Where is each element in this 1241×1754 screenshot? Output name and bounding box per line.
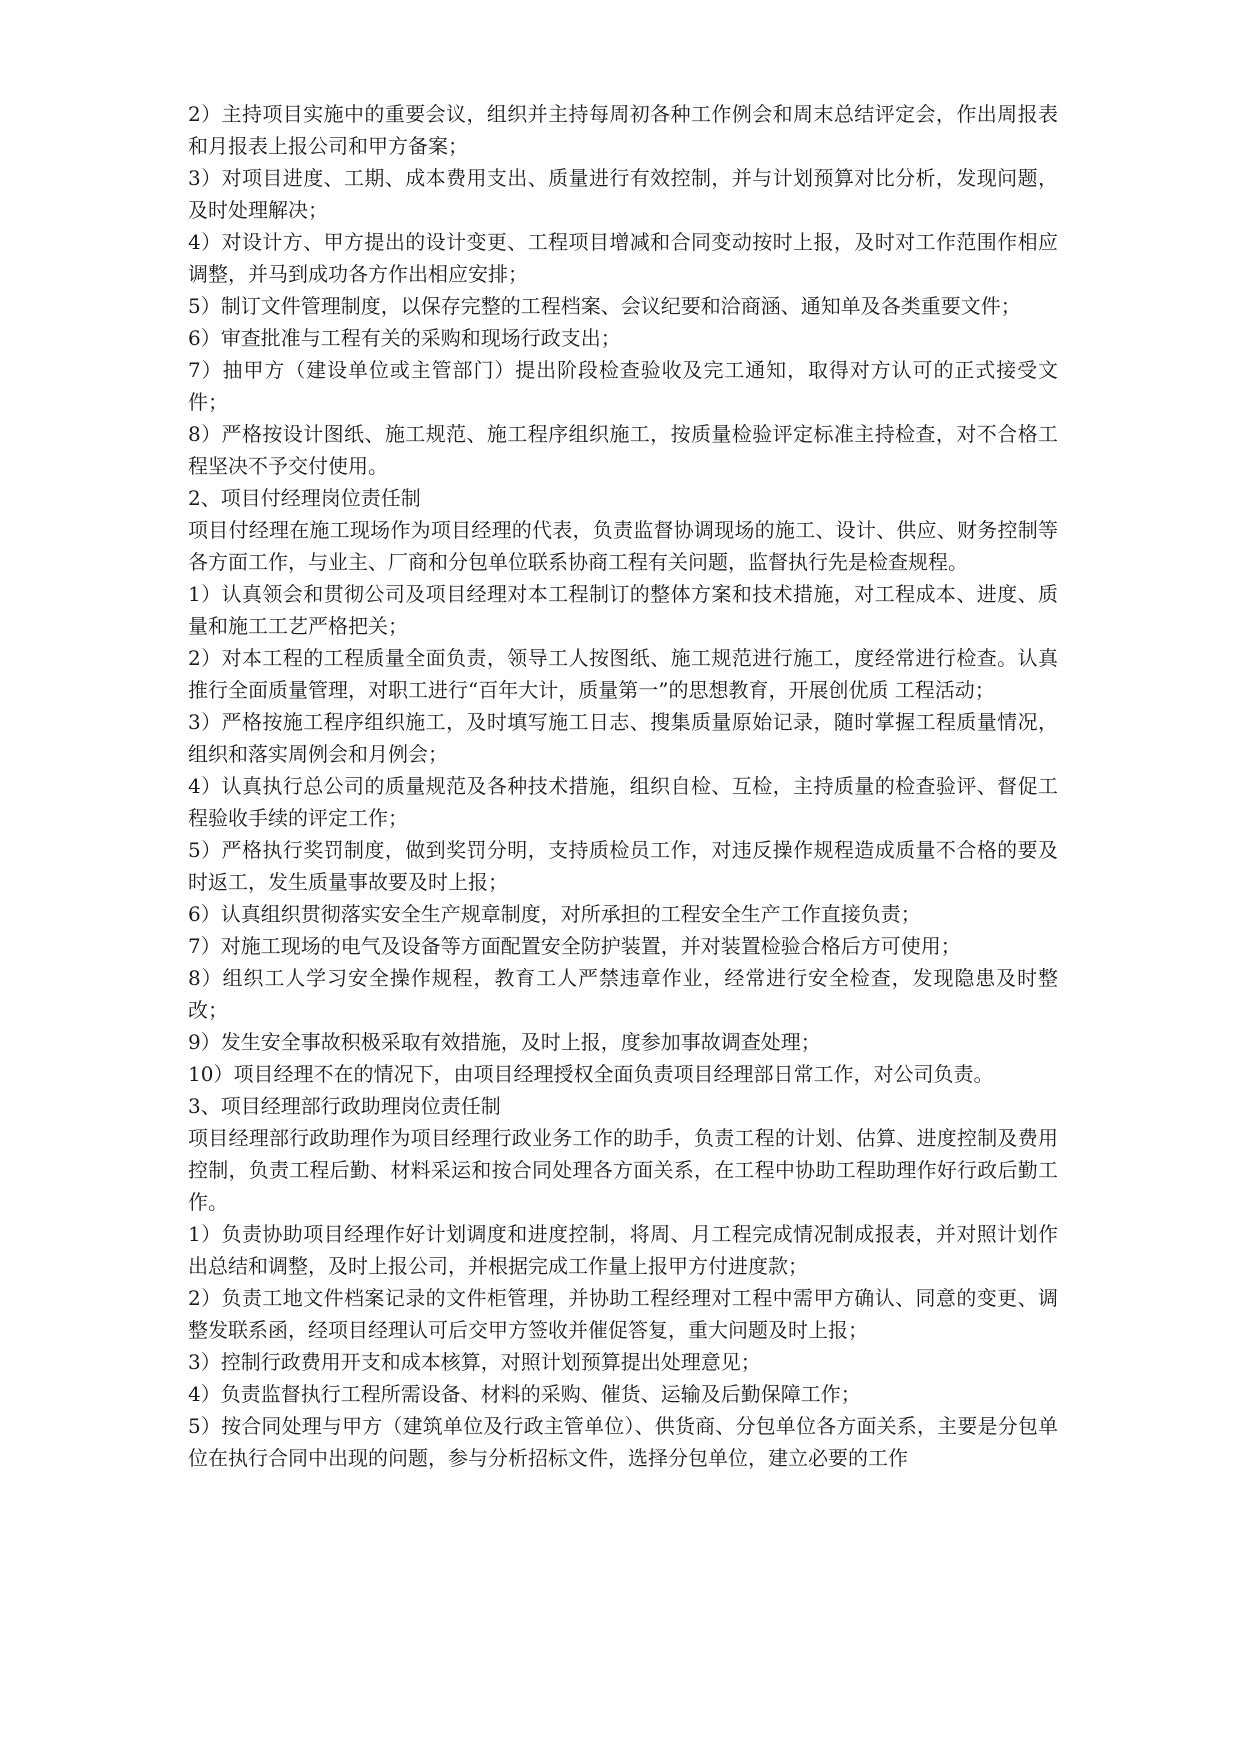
duty-item-5: 5）制订文件管理制度，以保存完整的工程档案、会议纪要和洽商涵、通知单及各类重要文件； <box>188 294 1021 318</box>
deputy-duty-item-7: 7）对施工现场的电气及设备等方面配置安全防护装置，并对装置检验合格后方可使用； <box>188 934 961 958</box>
section-intro-deputy-manager: 项目付经理在施工现场作为项目经理的代表，负责监督协调现场的施工、设计、供应、财务控制等各方面工作，与业主、厂商和分包单位联系协商工程有关问题，监督执行先是检查规程。 <box>188 518 1058 574</box>
deputy-duty-item-2: 2）对本工程的工程质量全面负责，领导工人按图纸、施工规范进行施工，度经常进行检查。认真推行全面质量管理，对职工进行“百年大计，质量第一”的思想教育，开展创优质 工程活动； <box>188 646 1058 702</box>
section-intro-admin-assistant: 项目经理部行政助理作为项目经理行政业务工作的助手，负责工程的计划、估算、进度控制及费用控制，负责工程后勤、材料采运和按合同处理各方面关系，在工程中协助工程助理作好行政后勤工作。 <box>188 1126 1058 1214</box>
deputy-duty-item-8: 8）组织工人学习安全操作规程，教育工人严禁违章作业，经常进行安全检查，发现隐患及时整改； <box>188 966 1058 1022</box>
duty-item-4: 4）对设计方、甲方提出的设计变更、工程项目增减和合同变动按时上报，及时对工作范围作相应调整，并马到成功各方作出相应安排； <box>188 230 1058 286</box>
document-body <box>188 98 1058 1474</box>
deputy-duty-item-9: 9）发生安全事故积极采取有效措施，及时上报，度参加事故调查处理； <box>188 1030 821 1054</box>
deputy-duty-item-3: 3）严格按施工程序组织施工，及时填写施工日志、搜集质量原始记录，随时掌握工程质量情况，组织和落实周例会和月例会； <box>188 710 1058 766</box>
admin-duty-item-2: 2）负责工地文件档案记录的文件柜管理，并协助工程经理对工程中需甲方确认、同意的变更、调整发联系函，经项目经理认可后交甲方签收并催促答复，重大问题及时上报； <box>188 1286 1058 1342</box>
admin-duty-item-5: 5）按合同处理与甲方（建筑单位及行政主管单位）、供货商、分包单位各方面关系，主要是分包单位在执行合同中出现的问题，参与分析招标文件，选择分包单位，建立必要的工作 <box>188 1414 1058 1470</box>
duty-item-6: 6）审查批准与工程有关的采购和现场行政支出； <box>188 326 621 350</box>
duty-item-8: 8）严格按设计图纸、施工规范、施工程序组织施工，按质量检验评定标准主持检查，对不合格工程坚决不予交付使用。 <box>188 422 1058 478</box>
section-heading-admin-assistant: 3、项目经理部行政助理岗位责任制 <box>188 1094 501 1118</box>
section-heading-deputy-manager: 2、项目付经理岗位责任制 <box>188 486 421 510</box>
deputy-duty-item-4: 4）认真执行总公司的质量规范及各种技术措施，组织自检、互检，主持质量的检查验评、督促工程验收手续的评定工作； <box>188 774 1058 830</box>
deputy-duty-item-10: 10）项目经理不在的情况下，由项目经理授权全面负责项目经理部日常工作，对公司负责。 <box>188 1062 994 1086</box>
admin-duty-item-4: 4）负责监督执行工程所需设备、材料的采购、催货、运输及后勤保障工作； <box>188 1382 861 1406</box>
duty-item-3: 3）对项目进度、工期、成本费用支出、质量进行有效控制，并与计划预算对比分析，发现问题，及时处理解决； <box>188 166 1058 222</box>
duty-item-7: 7）抽甲方（建设单位或主管部门）提出阶段检查验收及完工通知，取得对方认可的正式接受文件； <box>188 358 1058 414</box>
duty-item-2: 2）主持项目实施中的重要会议，组织并主持每周初各种工作例会和周末总结评定会，作出周报表和月报表上报公司和甲方备案； <box>188 102 1058 158</box>
deputy-duty-item-1: 1）认真领会和贯彻公司及项目经理对本工程制订的整体方案和技术措施，对工程成本、进度、质量和施工工艺严格把关； <box>188 582 1058 638</box>
deputy-duty-item-6: 6）认真组织贯彻落实安全生产规章制度，对所承担的工程安全生产工作直接负责； <box>188 902 921 926</box>
deputy-duty-item-5: 5）严格执行奖罚制度，做到奖罚分明，支持质检员工作，对违反操作规程造成质量不合格的要及时返工，发生质量事故要及时上报； <box>188 838 1058 894</box>
admin-duty-item-1: 1）负责协助项目经理作好计划调度和进度控制，将周、月工程完成情况制成报表，并对照计划作出总结和调整，及时上报公司，并根据完成工作量上报甲方付进度款； <box>188 1222 1058 1278</box>
admin-duty-item-3: 3）控制行政费用开支和成本核算，对照计划预算提出处理意见； <box>188 1350 761 1374</box>
